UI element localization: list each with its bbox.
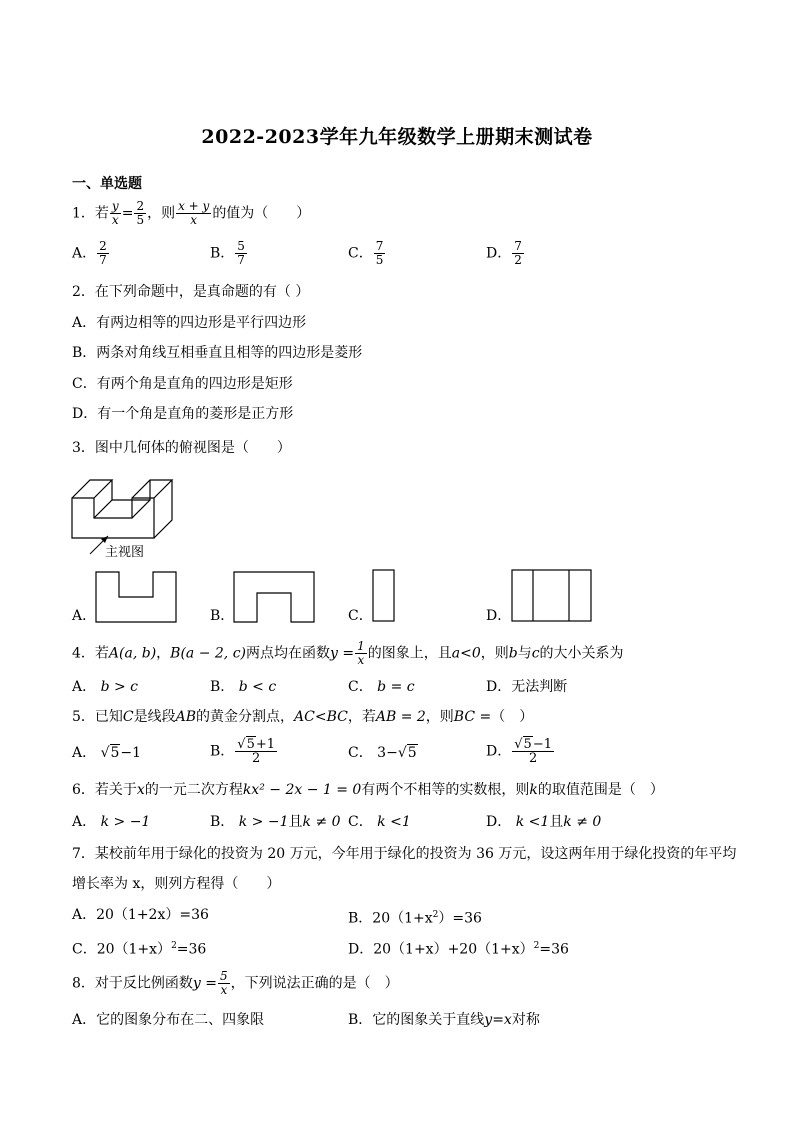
question-8-stem: 8．对于反比例函数y = $\frac{5}{x}$ ，下列说法正确的是（ ） [72, 969, 399, 997]
q6-option-c[interactable]: C． k <1 [348, 814, 411, 830]
fraction-xy-over-x: $\frac{x + y}{x}$ [178, 199, 210, 227]
q6-option-a[interactable]: A． k > −1 [72, 814, 151, 830]
q6-option-b[interactable]: B． k > −1且k ≠ 0 [210, 814, 341, 830]
q4-option-b[interactable]: B． b < c [210, 679, 277, 695]
q3-option-a-label[interactable]: A． [72, 608, 97, 624]
q1-option-a[interactable]: A． $\frac{2}{7}$ [72, 239, 107, 267]
question-3-stem: 3．图中几何体的俯视图是（ ） [72, 440, 291, 456]
q2-option-b[interactable]: B．两条对角线互相垂直且相等的四边形是菱形 [72, 345, 363, 361]
q5-option-a[interactable]: A． √5−1 [72, 745, 142, 761]
q8-option-b[interactable]: B．它的图象关于直线y=x对称 [348, 1012, 540, 1028]
section-heading: 一、单选题 [72, 176, 142, 192]
fraction-y-over-x: $\frac{y}{x}$ [111, 199, 119, 227]
front-view-label: 主视图 [105, 545, 145, 560]
q5-option-d[interactable]: D． $\frac{√5-1}{2}$ [486, 737, 552, 766]
page-title: 2022-2023学年九年级数学上册期末测试卷 [201, 126, 593, 148]
q2-option-c[interactable]: C．有两个角是直角的四边形是矩形 [72, 376, 293, 392]
q1-option-b[interactable]: B． $\frac{5}{7}$ [210, 239, 245, 267]
q7-option-c[interactable]: C．$20(1+x)^2=36$ [72, 941, 207, 958]
q4-option-a[interactable]: A． b > c [72, 679, 139, 695]
q7-option-b[interactable]: B．$20(1+x^2)=36$ [348, 910, 482, 927]
fraction-5-over-x: $\frac{5}{x}$ [220, 969, 228, 997]
q2-option-d[interactable]: D．有一个角是直角的菱形是正方形 [72, 406, 294, 422]
q3-option-d-figure[interactable] [511, 569, 593, 623]
q3-option-d-label[interactable]: D． [486, 608, 512, 624]
q7-option-a[interactable]: A．20（1+2x）=36 [72, 907, 209, 923]
q3-option-b-figure[interactable] [233, 571, 315, 623]
q1-option-c[interactable]: C． $\frac{7}{5}$ [348, 239, 384, 267]
question-2-stem: 2．在下列命题中，是真命题的有（ ） [72, 284, 310, 300]
q5-option-b[interactable]: B． $\frac{√5+1}{2}$ [210, 737, 276, 766]
question-7-stem-line1: 7．某校前年用于绿化的投资为 20 万元，今年用于绿化的投资为 36 万元，设这两年用于绿化投资的年平均 [72, 846, 737, 862]
question-4-stem: 4．若A(a, b)，B(a − 2, c)两点均在函数y = $\frac{1}{x}$ 的图象上，且a<0，则b与c的大小关系为 [72, 639, 624, 667]
q4-option-d[interactable]: D．无法判断 [486, 679, 568, 695]
q7-option-d[interactable]: D．$20(1+x)+20(1+x)^2=36$ [348, 941, 569, 958]
q2-option-a[interactable]: A．有两边相等的四边形是平行四边形 [72, 315, 307, 331]
q1-option-d[interactable]: D． $\frac{7}{2}$ [486, 239, 522, 267]
q6-option-d[interactable]: D． k <1且k ≠ 0 [486, 814, 602, 830]
q3-option-a-figure[interactable] [95, 571, 177, 623]
q3-option-c-label[interactable]: C． [348, 608, 373, 624]
q8-option-a[interactable]: A．它的图象分布在二、四象限 [72, 1012, 265, 1028]
q5-option-c[interactable]: C． 3−√5 [348, 745, 417, 761]
fraction-1-over-x: $\frac{1}{x}$ [357, 639, 365, 667]
q3-option-c-figure[interactable] [372, 569, 396, 623]
question-6-stem: 6．若关于x的一元二次方程kx² − 2x − 1 = 0有两个不相等的实数根，则k的取值范围是（ ） [72, 782, 664, 798]
question-1-stem: 1．若 $\frac{y}{x}$ = $\frac{2}{5}$ ，则 $\frac{x + y}{x}$ 的值为（ ） [72, 199, 311, 227]
q3-option-b-label[interactable]: B． [210, 608, 235, 624]
question-5-stem: 5．已知C是线段AB的黄金分割点，AC<BC，若AB = 2，则BC =（ ） [72, 709, 534, 725]
fraction-2-over-5: $\frac{2}{5}$ [136, 199, 145, 227]
question-7-stem-line2: 增长率为 x，则列方程得（ ） [72, 876, 281, 892]
q4-option-c[interactable]: C． b = c [348, 679, 415, 695]
